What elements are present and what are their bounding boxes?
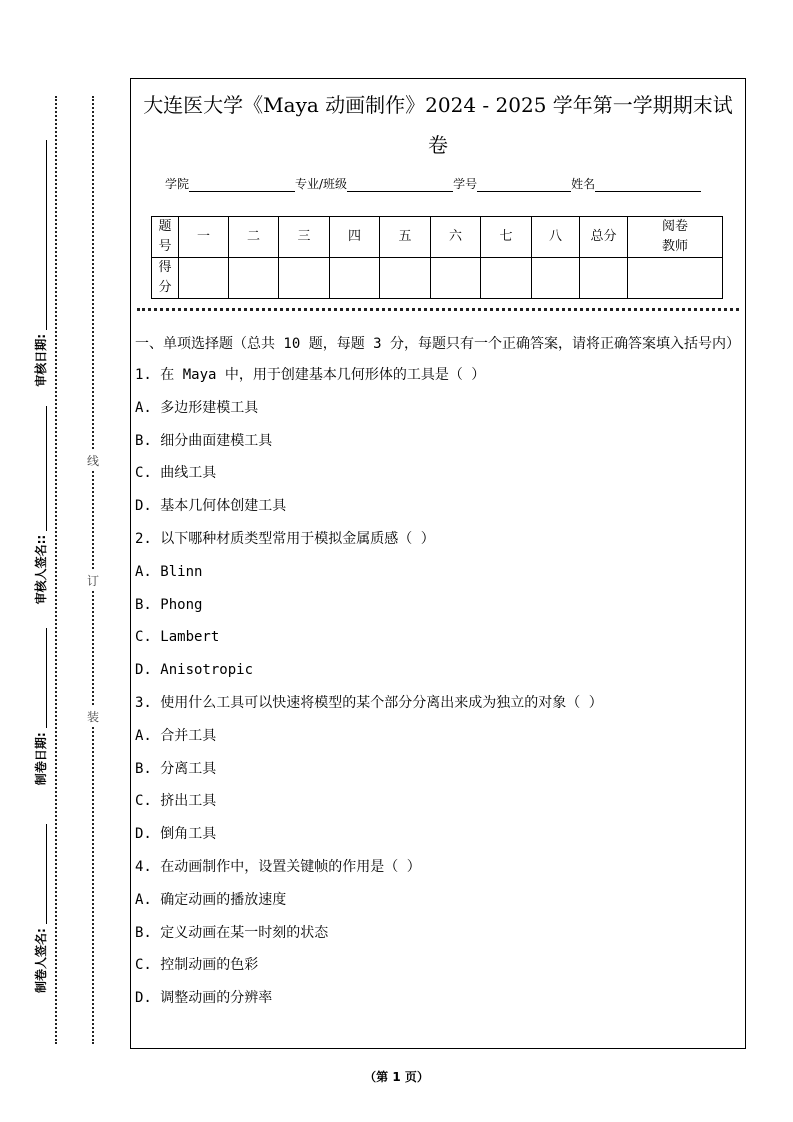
score-cell[interactable] bbox=[481, 258, 532, 299]
answer-option: D. 调整动画的分辨率 bbox=[135, 990, 273, 1007]
answer-option: C. 曲线工具 bbox=[135, 465, 217, 482]
binding-mark-zhuang: 装 bbox=[87, 706, 99, 727]
answer-option: B. 细分曲面建模工具 bbox=[135, 432, 273, 449]
student-info bbox=[165, 175, 701, 192]
exam-title-cont: 卷 bbox=[428, 133, 448, 157]
score-cell[interactable] bbox=[279, 258, 330, 299]
answer-option: C. Lambert bbox=[135, 629, 220, 646]
signature-margin bbox=[30, 105, 50, 1005]
answer-option: B. Phong bbox=[135, 596, 203, 613]
reviewer-header: 阅卷 bbox=[661, 219, 688, 234]
answer-option: A. 确定动画的播放速度 bbox=[135, 891, 287, 908]
answer-option: D. 倒角工具 bbox=[135, 826, 217, 843]
score-cell[interactable] bbox=[580, 258, 628, 299]
student-id-label: 学号 bbox=[453, 177, 478, 191]
col-header: 五 bbox=[380, 217, 431, 258]
score-cell[interactable] bbox=[330, 258, 380, 299]
answer-option: A. 合并工具 bbox=[135, 727, 217, 744]
col-header: 四 bbox=[330, 217, 380, 258]
reviewer-signature-label: 审核人签名:: bbox=[33, 534, 48, 605]
name-field[interactable] bbox=[595, 179, 701, 192]
maker-signature-line[interactable] bbox=[34, 824, 47, 924]
row-label: 分 bbox=[158, 280, 172, 295]
binding-mark-ding: 订 bbox=[87, 570, 99, 591]
question-stem: 3. 使用什么工具可以快速将模型的某个部分分离出来成为独立的对象（ ） bbox=[135, 694, 603, 711]
exam-frame bbox=[130, 78, 746, 1049]
answer-option: B. 定义动画在某一时刻的状态 bbox=[135, 924, 329, 941]
score-cell[interactable] bbox=[380, 258, 431, 299]
answer-option: C. 挤出工具 bbox=[135, 793, 217, 810]
question-stem: 1. 在 Maya 中，用于创建基本几何形体的工具是（ ） bbox=[135, 367, 486, 383]
answer-option: A. Blinn bbox=[135, 563, 203, 580]
name-label: 姓名 bbox=[571, 177, 596, 191]
college-field[interactable] bbox=[189, 179, 295, 192]
review-date-line[interactable] bbox=[34, 140, 47, 330]
question-stem: 2. 以下哪种材质类型常用于模拟金属质感（ ） bbox=[135, 530, 435, 547]
college-label: 学院 bbox=[165, 177, 190, 191]
col-header: 二 bbox=[229, 217, 279, 258]
row-label: 号 bbox=[158, 239, 172, 254]
review-date-label: 审核日期: bbox=[33, 333, 48, 387]
page-number: （第 1 页） bbox=[364, 1070, 429, 1084]
maker-date-label: 制卷日期: bbox=[33, 732, 48, 786]
score-cell[interactable] bbox=[179, 258, 229, 299]
maker-signature-label: 制卷人签名: bbox=[33, 928, 48, 993]
major-field[interactable] bbox=[347, 179, 453, 192]
answer-option: B. 分离工具 bbox=[135, 760, 217, 777]
answer-option: C. 控制动画的色彩 bbox=[135, 957, 259, 974]
reviewer-header: 教师 bbox=[661, 239, 688, 254]
col-header: 总分 bbox=[580, 217, 628, 258]
answer-option: D. Anisotropic bbox=[135, 662, 254, 679]
separator-dotted bbox=[137, 308, 739, 311]
col-header: 六 bbox=[431, 217, 481, 258]
col-header: 八 bbox=[532, 217, 580, 258]
score-cell[interactable] bbox=[532, 258, 580, 299]
exam-title: 大连医大学《Maya 动画制作》2024 - 2025 学年第一学期期末试 bbox=[143, 93, 733, 117]
row-label: 题 bbox=[158, 219, 172, 234]
binding-mark-xian: 线 bbox=[87, 450, 99, 471]
score-cell[interactable] bbox=[628, 258, 723, 299]
score-cell[interactable] bbox=[229, 258, 279, 299]
question-stem: 4. 在动画制作中，设置关键帧的作用是（ ） bbox=[135, 858, 421, 875]
col-header: 三 bbox=[279, 217, 330, 258]
student-id-field[interactable] bbox=[477, 179, 571, 192]
section-heading: 一、单项选择题（总共 10 题，每题 3 分，每题只有一个正确答案，请将正确答案填入括号内） bbox=[135, 336, 740, 352]
score-cell[interactable] bbox=[431, 258, 481, 299]
reviewer-signature-line[interactable] bbox=[34, 406, 47, 531]
answer-option: D. 基本几何体创建工具 bbox=[135, 498, 287, 515]
col-header: 七 bbox=[481, 217, 532, 258]
question-section bbox=[135, 331, 739, 1015]
row-label: 得 bbox=[158, 260, 172, 275]
col-header: 一 bbox=[179, 217, 229, 258]
answer-option: A. 多边形建模工具 bbox=[135, 399, 259, 416]
major-label: 专业/班级 bbox=[295, 177, 348, 191]
score-table bbox=[151, 216, 723, 299]
binding-dotted-line-outer bbox=[55, 96, 57, 1044]
maker-date-line[interactable] bbox=[34, 628, 47, 728]
